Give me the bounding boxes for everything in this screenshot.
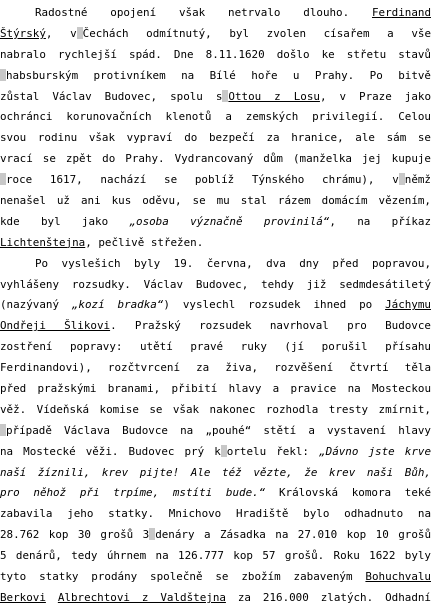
link-berkovi[interactable]: Berkovi — [0, 590, 46, 604]
text-line: tyto statky prodány společně se zbožím zabaveným Bohuchvalu — [0, 570, 431, 584]
text-line: ochránci korunovačních klenotů a zemských privilegií. Celou — [0, 110, 431, 124]
text-line: 5 denárů, tedy úhrnem na 126.777 kop 57 grošů. Roku 1622 byly — [0, 549, 431, 563]
text-line — [0, 463, 431, 484]
text-line: vrací se zpět do Prahy. Vydrancovaný dům (manželka jej kupuje — [0, 152, 431, 166]
link-ferdinand[interactable]: Ferdinand — [371, 6, 431, 19]
link-ondreji-slikovi[interactable]: Ondřeji Šlikovi — [0, 319, 111, 333]
text-line: věž. Vídeňská komise se však nakonec rozhodla tresty zmírnit, — [0, 402, 431, 416]
quote-italic: pro něhož při trpíme, mstíti bude.“ — [0, 486, 266, 500]
text-line: Lichtenštejna, pečlivě střežen. — [0, 235, 204, 249]
text-line: vyhlášeny rozsudky. Václav Budovec, tehdy již sedmdesátiletý — [0, 277, 431, 291]
text-line: (nazývaný „kozí bradka“) vyslechl rozsudek ihned po Jáchymu — [0, 298, 431, 312]
text-line: svou rodinu však vypraví do bezpečí za hranice, ale sám se — [0, 131, 431, 145]
link-styrsky[interactable]: Štýrský — [0, 26, 46, 40]
text-line: Radostné opojení však netrvalo dlouho. Ferdinand — [35, 6, 431, 19]
text-line: Ondřeji Šlikovi. Pražský rozsudek navrhoval pro Budovce — [0, 319, 431, 333]
text-line: zůstal Václav Budovec, spolu s Ottou z Losu, v Praze jako — [0, 89, 431, 103]
text-line: Štýrský, v Čechách odmítnutý, byl zvolen císařem a vše — [0, 26, 431, 40]
text-line: Ferdinandovi), rozčtvrcení za živa, rozvěšení čtvrtí těla — [0, 361, 431, 375]
link-jachymu[interactable]: Jáchymu — [385, 298, 431, 312]
link-ottou-z-losu[interactable]: Ottou z Losu — [228, 89, 320, 103]
text-line: před pražskými branami, přibití hlavy a pravice na Mosteckou — [0, 382, 431, 396]
quote-italic: „kozí bradka“ — [71, 298, 164, 312]
link-albrechtovi-z-valdstejna[interactable]: Albrechtovi z Valdštejna — [57, 590, 226, 604]
text-line: zostření popravy: utětí pravé ruky (jí porušil přísahu — [0, 340, 431, 354]
text-line: habsburským protivníkem na Bílé hoře u Prahy. Po bitvě — [0, 66, 431, 87]
text-line: případě Václava Budovce na „pouhé“ stětí a vystavení hlavy — [0, 421, 431, 442]
link-lichtenstejn[interactable]: Lichtenštejna — [0, 235, 86, 249]
text-line: Berkovi Albrechtovi z Valdštejna za 216.000 zlatých. Odhadní — [0, 590, 431, 604]
text-line: nabralo rychlejší spád. Dne 8.11.1620 došlo ke střetu stavů — [0, 47, 431, 61]
text-line: na Mostecké věži. Budovec prý k ortelu řekl: „Dávno jste krve — [0, 444, 431, 458]
text-line: pro něhož při trpíme, mstíti bude.“ Královská komora teké — [0, 486, 431, 500]
text-line: kde byl jako „osoba význačně provinilá“, na příkaz — [0, 214, 431, 228]
text-line: Po vyslešich byly 19. června, dva dny před popravou, — [35, 256, 431, 270]
quote-italic: „osoba význačně provinilá“ — [129, 214, 330, 228]
text-line: zabavila jeho statky. Mnichovo Hradiště bylo odhadnuto na — [0, 507, 431, 521]
quote-italic: naší žíznili, krev pijte! Ale též vězte, že krev naši Bůh, — [0, 465, 431, 479]
text-line: 28.762 kop 30 grošů 3 denáry a Zásadka na 27.010 kop 10 grošů — [0, 528, 431, 542]
text-line: nenašel už ani kus oděvu, se mu stal rázem domácím vězením, — [0, 194, 431, 208]
text-line: roce 1617, nachází se poblíž Týnského chrámu), v němž — [0, 170, 431, 191]
link-bohuchvalu[interactable]: Bohuchvalu — [365, 570, 431, 584]
quote-italic: „Dávno jste krve — [319, 444, 431, 458]
